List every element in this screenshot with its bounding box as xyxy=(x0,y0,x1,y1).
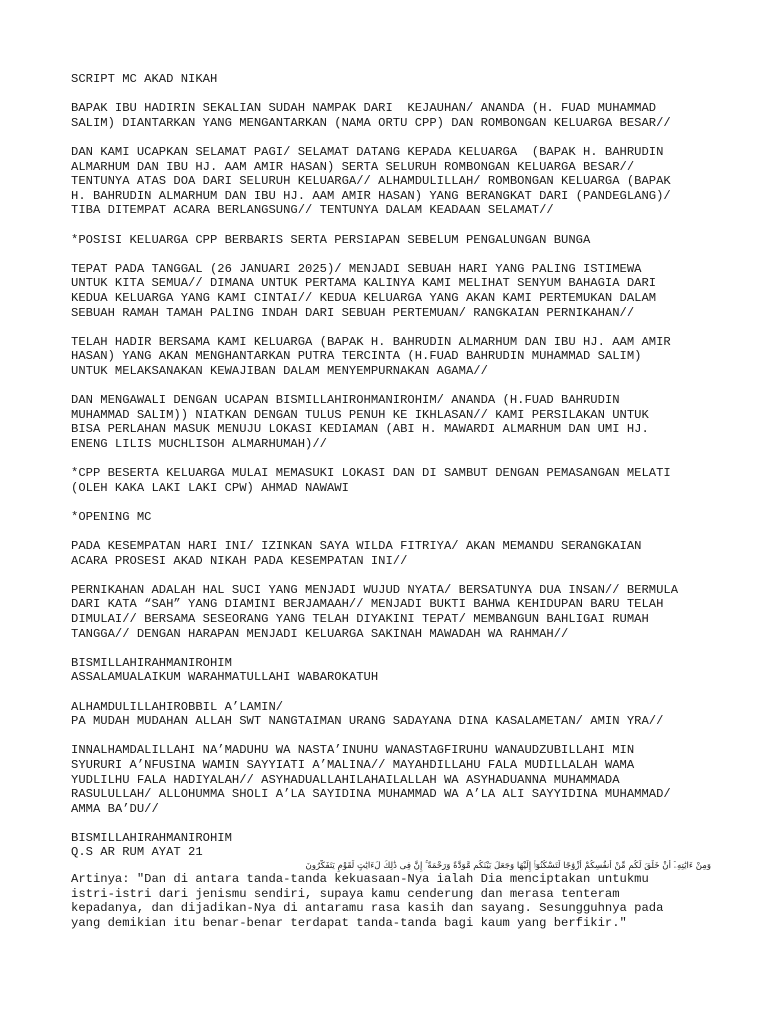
paragraph-line: SEBUAH RAMAH TAMAH PALING INDAH DARI SEBUAH PERTEMUAN/ RANGKAIAN PERNIKAHAN// xyxy=(71,305,635,320)
verse-basmala: BISMILLAHIRAHMANIROHIM xyxy=(71,830,232,845)
paragraph-line: AMMA BA’DU// xyxy=(71,801,159,816)
paragraph xyxy=(71,583,711,641)
paragraph xyxy=(71,743,711,816)
paragraph-line: UNTUK KITA SEMUA// DIMANA UNTUK PERTAMA KALINYA KAMI MELIHAT SENYUM BAHAGIA DARI xyxy=(71,276,657,291)
paragraph xyxy=(71,145,711,218)
paragraph-line: SALIM) DIANTARKAN YANG MENGANTARKAN (NAMA ORTU CPP) DAN ROMBONGAN KELUARGA BESAR// xyxy=(71,115,671,130)
translation-line: Artinya: "Dan di antara tanda-tanda kekuasaan-Nya ialah Dia menciptakan untukmu xyxy=(71,872,649,887)
paragraph-line: PA MUDAH MUDAHAN ALLAH SWT NANGTAIMAN URANG SADAYANA DINA KASALAMETAN/ AMIN YRA// xyxy=(71,714,664,729)
translation-line: istri-istri dari jenismu sendiri, supaya kamu cenderung dan merasa tenteram xyxy=(71,886,620,901)
translation-line: kepadanya, dan dijadikan-Nya di antaramu rasa kasih dan sayang. Sesungguhnya pada xyxy=(71,901,664,916)
paragraph-line: BISA PERLAHAN MASUK MENUJU LOKASI KEDIAMAN (ABI H. MAWARDI ALMARHUM DAN UMI HJ. xyxy=(71,422,649,437)
paragraph-line: PERNIKAHAN ADALAH HAL SUCI YANG MENJADI WUJUD NYATA/ BERSATUNYA DUA INSAN// BERMULA xyxy=(71,582,679,597)
paragraph-line: BAPAK IBU HADIRIN SEKALIAN SUDAH NAMPAK DARI KEJAUHAN/ ANANDA (H. FUAD MUHAMMAD xyxy=(71,101,657,116)
paragraph-line: H. BAHRUDIN ALMARHUM DAN IBU HJ. AAM AMIR HASAN) YANG BERANGKAT DARI (PANDEGLANG)/ xyxy=(71,188,671,203)
paragraph-line: ENENG LILIS MUCHLISOH ALMARHUMAH)// xyxy=(71,436,327,451)
verse-reference: Q.S AR RUM AYAT 21 xyxy=(71,845,203,860)
arabic-verse: وَمِنْ ءَايَٰتِهِۦٓ أَنْ خَلَقَ لَكُم مِّنْ أَنفُسِكُمْ أَزْوَٰجًا لِّتَسْكُنُوٓا۟ إِلَيْهَا وَجَعَلَ بَيْنَكُم مَّوَدَّةً وَرَحْمَةً ۚ إِنَّ فِى ذَٰلِكَ لَءَايَٰتٍ لِّقَوْمٍ يَتَفَكَّرُونَ xyxy=(305,861,711,872)
paragraph-line: TELAH HADIR BERSAMA KAMI KELUARGA (BAPAK H. BAHRUDIN ALMARHUM DAN IBU HJ. AAM AMIR xyxy=(71,334,671,349)
paragraph xyxy=(71,233,711,248)
paragraph-line: ACARA PROSESI AKAD NIKAH PADA KESEMPATAN INI// xyxy=(71,553,408,568)
paragraph-line: ALHAMDULILLAHIROBBIL A’LAMIN/ xyxy=(71,699,284,714)
document-page xyxy=(71,72,711,930)
paragraph-line: *CPP BESERTA KELUARGA MULAI MEMASUKI LOKASI DAN DI SAMBUT DENGAN PEMASANGAN MELATI xyxy=(71,466,671,481)
paragraph xyxy=(71,700,711,729)
paragraph-line: TENTUNYA ATAS DOA DARI SELURUH KELUARGA// ALHAMDULILLAH/ ROMBONGAN KELUARGA (BAPAK xyxy=(71,174,671,189)
paragraph xyxy=(71,539,711,568)
paragraph-line: KEDUA KELUARGA YANG KAMI CINTAI// KEDUA KELUARGA YANG AKAN KAMI PERTEMUKAN DALAM xyxy=(71,290,657,305)
paragraph-line: DIMULAI// BERSAMA SESEORANG YANG TELAH DIYAKINI TEPAT/ MEMBANGUN BAHLIGAI RUMAH xyxy=(71,611,649,626)
paragraph-line: DARI KATA “SAH” YANG DIAMINI BERJAMAAH// MENJADI BUKTI BAHWA KEHIDUPAN BARU TELAH xyxy=(71,597,664,612)
paragraph-line: ASSALAMUALAIKUM WARAHMATULLAHI WABAROKATUH xyxy=(71,670,379,685)
paragraph-line: *OPENING MC xyxy=(71,509,152,524)
paragraph-line: DAN KAMI UCAPKAN SELAMAT PAGI/ SELAMAT DATANG KEPADA KELUARGA (BAPAK H. BAHRUDIN xyxy=(71,144,664,159)
paragraph xyxy=(71,510,711,525)
paragraph-line: INNALHAMDALILLAHI NA’MADUHU WA NASTA’INUHU WANASTAGFIRUHU WANAUDZUBILLAHI MIN xyxy=(71,743,635,758)
paragraph-line: PADA KESEMPATAN HARI INI/ IZINKAN SAYA WILDA FITRIYA/ AKAN MEMANDU SERANGKAIAN xyxy=(71,539,642,553)
paragraph-line: DAN MENGAWALI DENGAN UCAPAN BISMILLAHIROHMANIROHIM/ ANANDA (H.FUAD BAHRUDIN xyxy=(71,393,620,408)
paragraph-line: TIBA DITEMPAT ACARA BERLANGSUNG// TENTUNYA DALAM KEADAAN SELAMAT// xyxy=(71,203,554,218)
paragraph-line: MUHAMMAD SALIM)) NIATKAN DENGAN TULUS PENUH KE IKHLASAN// KAMI PERSILAKAN UNTUK xyxy=(71,407,649,422)
paragraph-line: UNTUK MELAKSANAKAN KEWAJIBAN DALAM MENYEMPURNAKAN AGAMA// xyxy=(71,363,488,378)
paragraph-line: *POSISI KELUARGA CPP BERBARIS SERTA PERSIAPAN SEBELUM PENGALUNGAN BUNGA xyxy=(71,232,591,247)
paragraph-line: TEPAT PADA TANGGAL (26 JANUARI 2025)/ MENJADI SEBUAH HARI YANG PALING ISTIMEWA xyxy=(71,261,642,276)
paragraph-line: YUDLILHU FALA HADIYALAH// ASYHADUALLAHILAHAILALLAH WA ASYHADUANNA MUHAMMADA xyxy=(71,772,620,787)
paragraph-line: TANGGA// DENGAN HARAPAN MENJADI KELUARGA SAKINAH MAWADAH WA RAHMAH// xyxy=(71,626,569,641)
verse-block xyxy=(71,831,711,931)
paragraph xyxy=(71,466,711,495)
paragraph xyxy=(71,393,711,451)
paragraph xyxy=(71,262,711,320)
paragraph xyxy=(71,101,711,130)
paragraph-line: ALMARHUM DAN IBU HJ. AAM AMIR HASAN) SERTA SELURUH ROMBONGAN KELUARGA BESAR// xyxy=(71,159,635,174)
paragraph-line: SYURURI A’NFUSINA WAMIN SAYYIATI A’MALINA// MAYAHDILLAHU FALA MUDILLALAH WAMA xyxy=(71,757,635,772)
paragraph-line: BISMILLAHIRAHMANIROHIM xyxy=(71,655,232,670)
paragraph xyxy=(71,335,711,379)
paragraph-line: (OLEH KAKA LAKI LAKI CPW) AHMAD NAWAWI xyxy=(71,480,349,495)
document-body xyxy=(71,101,711,816)
translation-line: yang demikian itu benar-benar terdapat tanda-tanda bagi kaum yang berfikir." xyxy=(71,915,627,930)
paragraph-line: HASAN) YANG AKAN MENGHANTARKAN PUTRA TERCINTA (H.FUAD BAHRUDIN MUHAMMAD SALIM) xyxy=(71,349,642,364)
document-title: SCRIPT MC AKAD NIKAH xyxy=(71,72,218,86)
paragraph xyxy=(71,656,711,685)
paragraph-line: RASULULLAH/ ALLOHUMMA SHOLI A’LA SAYIDINA MUHAMMAD WA A’LA ALI SAYYIDINA MUHAMMAD/ xyxy=(71,787,671,802)
